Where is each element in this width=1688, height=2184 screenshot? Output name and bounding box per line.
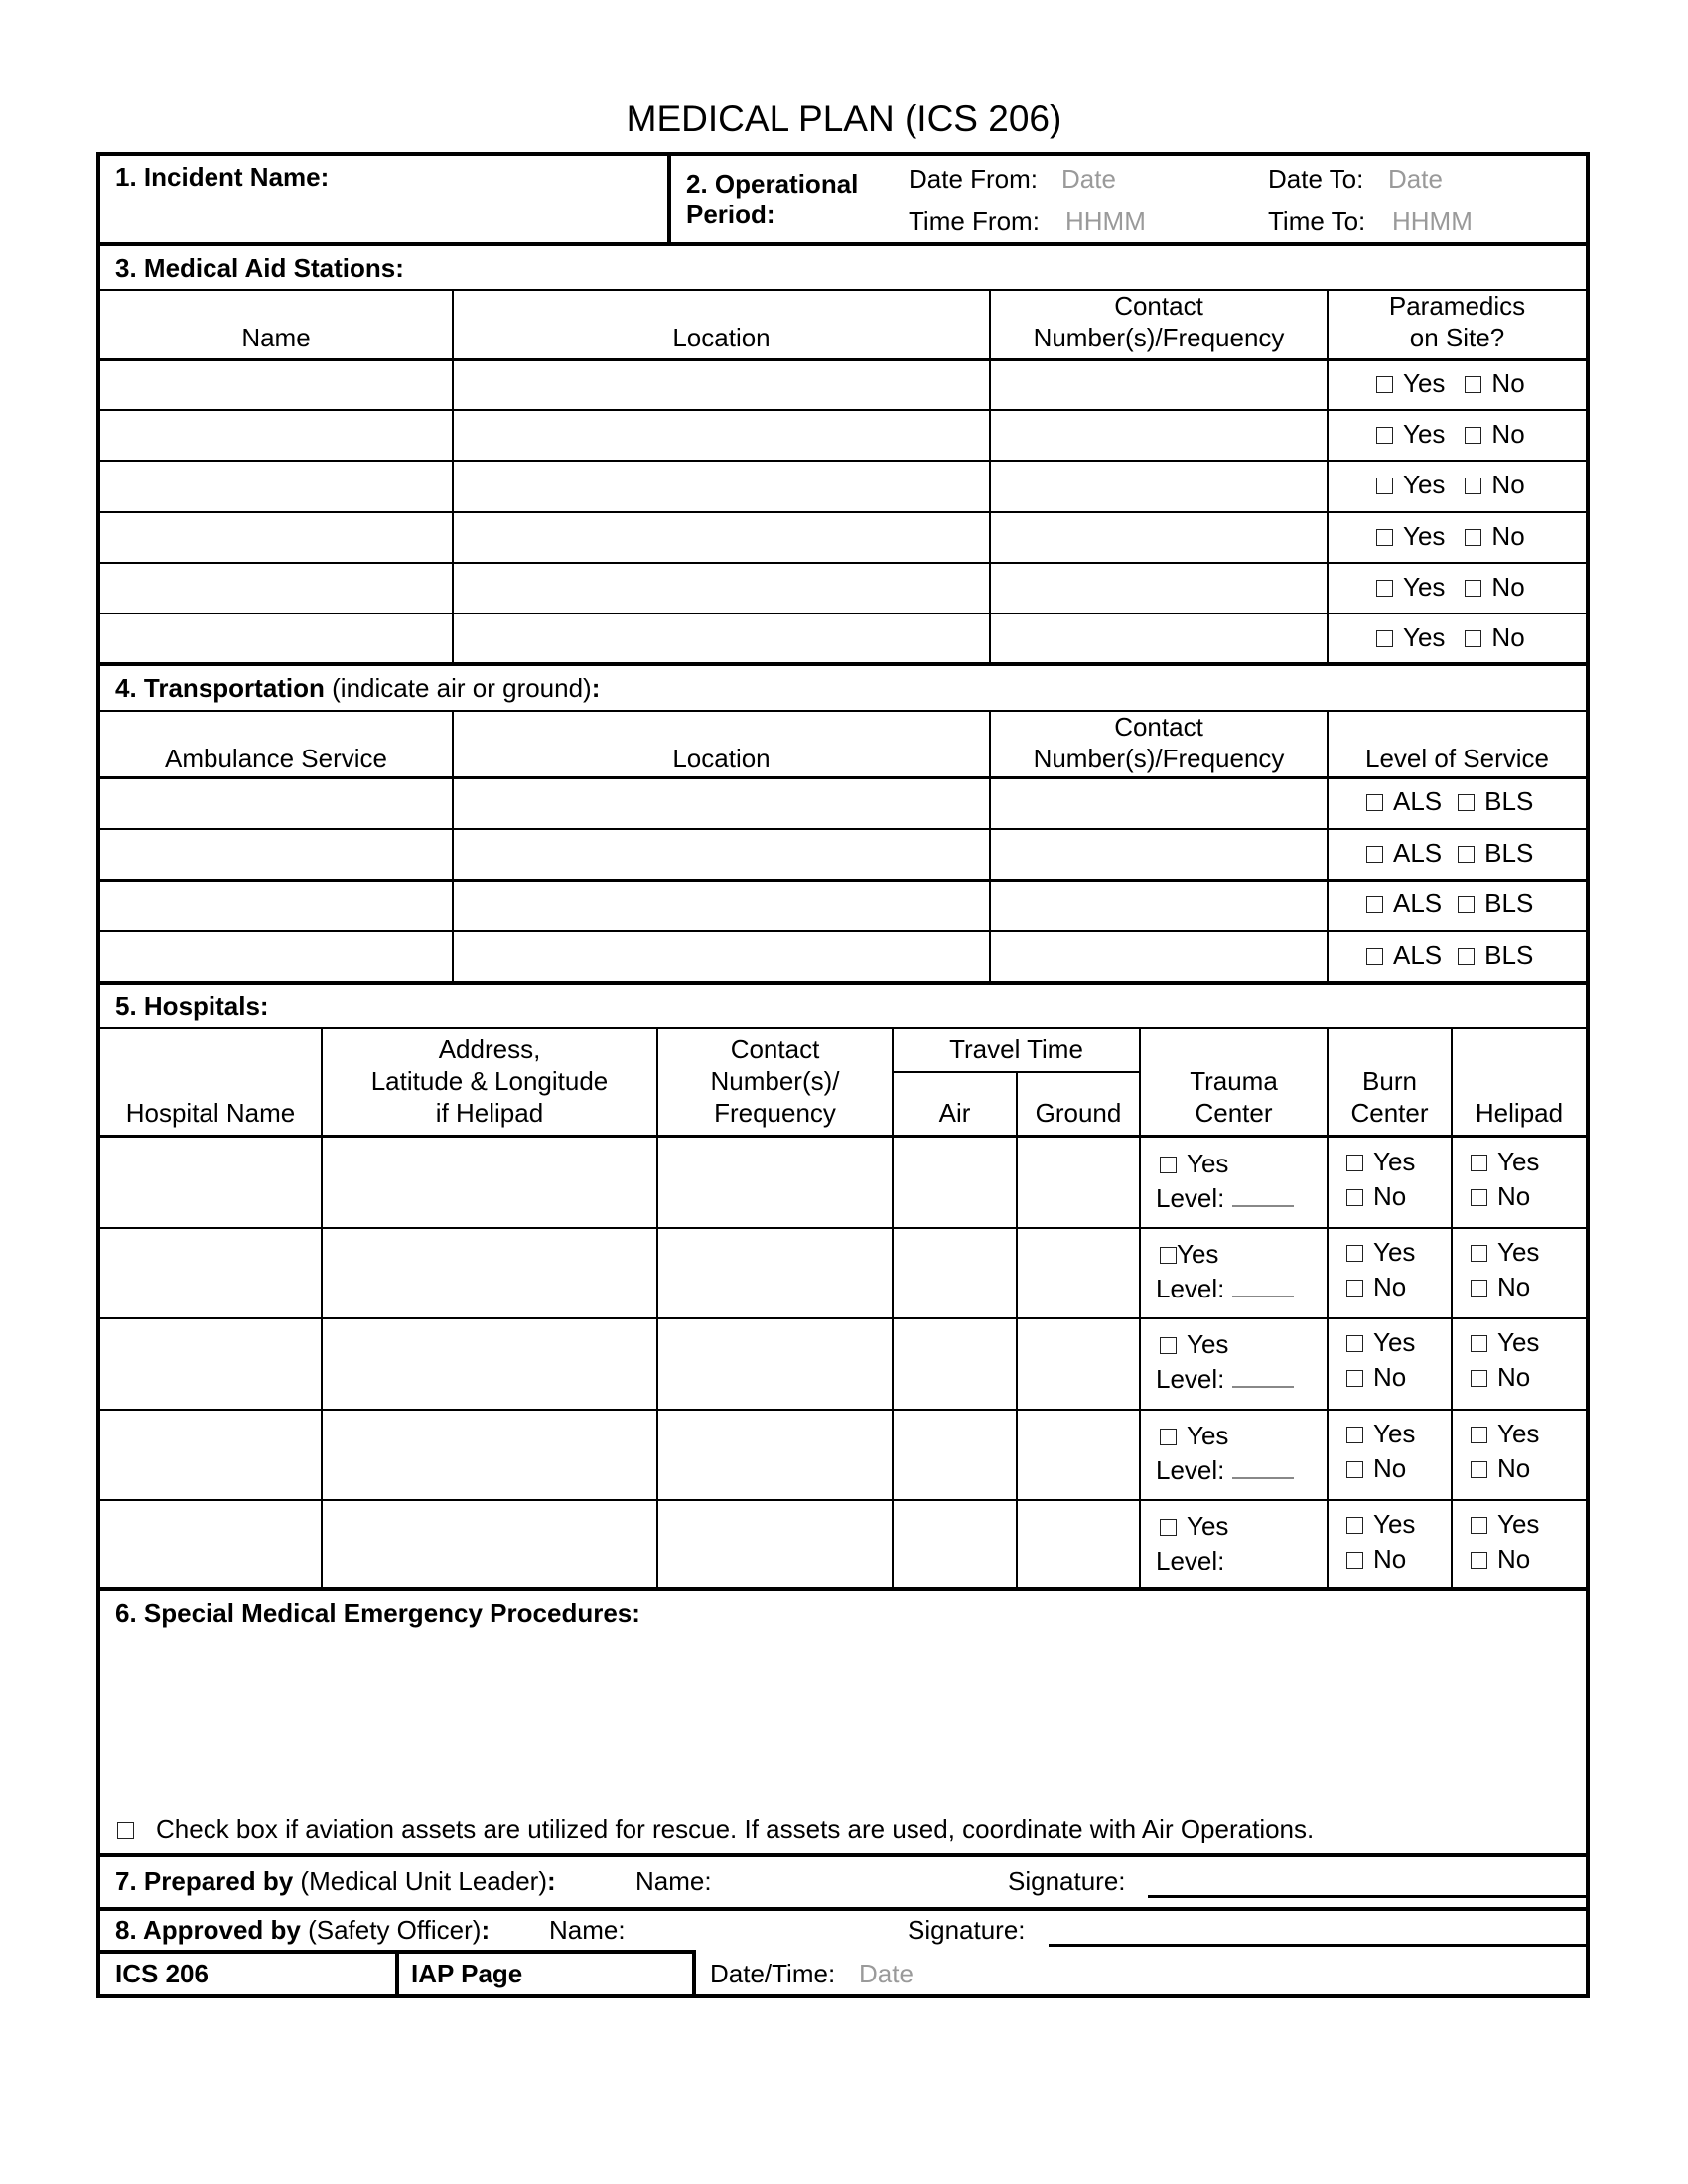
- aid-station-contact-field[interactable]: [991, 564, 1327, 612]
- time-to-label: Time To:: [1268, 206, 1366, 236]
- trauma-level: [1156, 1183, 1294, 1213]
- col-header-contact: Contact: [1114, 712, 1203, 742]
- prepared-by-signature-field[interactable]: [1148, 1895, 1589, 1898]
- aid-station-location-field[interactable]: [454, 614, 989, 662]
- burn-center-no: [1346, 1544, 1406, 1573]
- trauma-center-yes: [1160, 1239, 1218, 1269]
- bls-label: BLS: [1484, 940, 1534, 970]
- trauma-center-yes: [1160, 1511, 1228, 1541]
- ambulance-location-field[interactable]: [454, 933, 989, 981]
- incident-name-field[interactable]: [100, 156, 666, 241]
- yes-label: Yes: [1373, 1147, 1416, 1176]
- trauma-level: [1156, 1546, 1224, 1575]
- hospital-contact-field[interactable]: [658, 1319, 892, 1407]
- hospital-name-field[interactable]: [100, 1411, 321, 1498]
- level-of-service-options: [1366, 940, 1533, 970]
- als-checkbox[interactable]: [1366, 896, 1383, 913]
- date-to-field[interactable]: Date: [1388, 164, 1443, 194]
- aid-station-contact-field[interactable]: [991, 513, 1327, 561]
- helipad-no: [1471, 1272, 1530, 1301]
- paramedics-yes-checkbox[interactable]: [1376, 376, 1393, 393]
- paramedics-yes-checkbox[interactable]: [1376, 529, 1393, 546]
- helipad-no: [1471, 1362, 1530, 1392]
- no-label: No: [1497, 1181, 1531, 1211]
- no-label: No: [1491, 622, 1525, 652]
- approved-by-label: [115, 1915, 490, 1945]
- aid-station-contact-field[interactable]: [991, 462, 1327, 509]
- col-header-ground: Ground: [1035, 1098, 1122, 1128]
- prepared-by-name-field[interactable]: [720, 1862, 998, 1900]
- hospital-address-field[interactable]: [323, 1319, 656, 1407]
- time-to-field[interactable]: HHMM: [1392, 206, 1473, 236]
- bls-checkbox[interactable]: [1458, 846, 1475, 863]
- ambulance-service-field[interactable]: [100, 779, 452, 827]
- yes-label: Yes: [1497, 1509, 1540, 1539]
- burn-yes-checkbox[interactable]: [1346, 1335, 1363, 1352]
- burn-yes-checkbox[interactable]: [1346, 1245, 1363, 1262]
- als-checkbox[interactable]: [1366, 948, 1383, 965]
- form-title: MEDICAL PLAN (ICS 206): [626, 98, 1062, 139]
- hospital-address-field[interactable]: [323, 1229, 656, 1316]
- no-label: No: [1497, 1453, 1531, 1483]
- divider: [96, 981, 1590, 985]
- als-label: ALS: [1393, 786, 1443, 816]
- level-of-service-options: [1366, 888, 1533, 918]
- aid-station-name-field[interactable]: [100, 513, 452, 561]
- datetime-label: Date/Time:: [710, 1959, 836, 1988]
- helipad-yes-checkbox[interactable]: [1471, 1517, 1487, 1534]
- prepared-by-label-colon: :: [546, 1866, 556, 1896]
- ambulance-service-field[interactable]: [100, 933, 452, 981]
- ambulance-location-field[interactable]: [454, 882, 989, 929]
- row-divider: [96, 930, 1590, 932]
- helipad-no-checkbox[interactable]: [1471, 1189, 1487, 1206]
- burn-no-checkbox[interactable]: [1346, 1461, 1363, 1478]
- col-header-contact-2: Number(s)/Frequency: [1033, 323, 1285, 352]
- col-header-contact: Contact: [730, 1034, 820, 1064]
- incident-name-label: 1. Incident Name:: [115, 162, 330, 192]
- paramedics-options: [1376, 572, 1525, 602]
- aid-station-name-field[interactable]: [100, 614, 452, 662]
- col-header-name: Name: [241, 323, 311, 352]
- travel-air-field[interactable]: [894, 1229, 1016, 1316]
- paramedics-yes-checkbox[interactable]: [1376, 478, 1393, 494]
- paramedics-no-checkbox[interactable]: [1465, 529, 1481, 546]
- paramedics-yes-checkbox[interactable]: [1376, 630, 1393, 647]
- no-label: No: [1491, 419, 1525, 449]
- helipad-no: [1471, 1453, 1530, 1483]
- aid-station-location-field[interactable]: [454, 513, 989, 561]
- yes-label: Yes: [1373, 1237, 1416, 1267]
- burn-center-no: [1346, 1453, 1406, 1483]
- col-header-contact: Contact: [1114, 291, 1203, 321]
- datetime-field[interactable]: Date: [859, 1959, 914, 1988]
- yes-label: Yes: [1187, 1329, 1229, 1359]
- col-header-level-of-service: Level of Service: [1365, 744, 1549, 773]
- col-divider: [692, 1950, 696, 1997]
- col-header-contact-2: Number(s)/: [710, 1066, 840, 1096]
- trauma-center-yes: [1160, 1421, 1228, 1450]
- col-header-trauma-2: Center: [1195, 1098, 1273, 1128]
- als-label: ALS: [1393, 888, 1443, 918]
- level-of-service-options: [1366, 838, 1533, 868]
- approved-by-label-role: (Safety Officer): [300, 1915, 482, 1945]
- yes-label: Yes: [1403, 470, 1446, 499]
- helipad-yes: [1471, 1147, 1539, 1176]
- travel-air-field[interactable]: [894, 1411, 1016, 1498]
- prepared-by-signature-label: Signature:: [1008, 1866, 1126, 1896]
- no-label: No: [1373, 1362, 1407, 1392]
- helipad-no-checkbox[interactable]: [1471, 1461, 1487, 1478]
- no-label: No: [1373, 1544, 1407, 1573]
- ambulance-contact-field[interactable]: [991, 779, 1327, 827]
- aid-station-contact-field[interactable]: [991, 411, 1327, 459]
- aviation-assets-checkbox[interactable]: [117, 1822, 134, 1839]
- no-label: No: [1373, 1272, 1407, 1301]
- no-label: No: [1491, 521, 1525, 551]
- col-header-contact-3: Frequency: [714, 1098, 836, 1128]
- col-header-address-2: Latitude & Longitude: [370, 1066, 609, 1096]
- trauma-level-field[interactable]: [1232, 1183, 1294, 1207]
- col-header-hospital-name: Hospital Name: [125, 1098, 296, 1128]
- aviation-assets-row: [117, 1814, 1314, 1843]
- hospital-name-field[interactable]: [100, 1501, 321, 1588]
- ambulance-contact-field[interactable]: [991, 882, 1327, 929]
- trauma-level-field[interactable]: [1232, 1364, 1294, 1388]
- burn-center-yes: [1346, 1147, 1415, 1176]
- transportation-label-hint: (indicate air or ground): [324, 673, 592, 703]
- helipad-no: [1471, 1544, 1530, 1573]
- aid-station-location-field[interactable]: [454, 462, 989, 509]
- approved-by-name-field[interactable]: [635, 1913, 894, 1949]
- level-label: Level:: [1156, 1546, 1225, 1575]
- burn-center-no: [1346, 1181, 1406, 1211]
- burn-yes-checkbox[interactable]: [1346, 1155, 1363, 1171]
- divider: [96, 242, 1590, 246]
- level-label: Level:: [1156, 1183, 1225, 1213]
- ambulance-contact-field[interactable]: [991, 933, 1327, 981]
- divider: [96, 662, 1590, 666]
- hospital-contact-field[interactable]: [658, 1139, 892, 1226]
- burn-yes-checkbox[interactable]: [1346, 1427, 1363, 1443]
- special-procedures-field[interactable]: [100, 1633, 1586, 1802]
- level-label: Level:: [1156, 1364, 1225, 1394]
- ambulance-service-field[interactable]: [100, 882, 452, 929]
- helipad-yes: [1471, 1327, 1539, 1357]
- burn-no-checkbox[interactable]: [1346, 1552, 1363, 1569]
- hospital-contact-field[interactable]: [658, 1229, 892, 1316]
- trauma-yes-checkbox[interactable]: [1160, 1519, 1177, 1536]
- aid-station-location-field[interactable]: [454, 411, 989, 459]
- burn-center-yes: [1346, 1327, 1415, 1357]
- operational-period-label-2: Period:: [686, 200, 775, 229]
- bls-checkbox[interactable]: [1458, 794, 1475, 811]
- travel-air-field[interactable]: [894, 1319, 1016, 1407]
- trauma-yes-checkbox[interactable]: [1160, 1157, 1177, 1173]
- burn-center-yes: [1346, 1509, 1415, 1539]
- level-of-service-options: [1366, 786, 1533, 816]
- no-label: No: [1497, 1544, 1531, 1573]
- time-from-label: Time From:: [909, 206, 1040, 236]
- no-label: No: [1373, 1181, 1407, 1211]
- burn-center-yes: [1346, 1419, 1415, 1448]
- bls-checkbox[interactable]: [1458, 896, 1475, 913]
- paramedics-no-checkbox[interactable]: [1465, 478, 1481, 494]
- yes-label: Yes: [1373, 1327, 1416, 1357]
- approved-by-signature-field[interactable]: [1049, 1944, 1589, 1947]
- ambulance-location-field[interactable]: [454, 831, 989, 879]
- prepared-by-name-label: Name:: [635, 1866, 712, 1896]
- trauma-yes-checkbox[interactable]: [1160, 1247, 1177, 1264]
- hospital-address-field[interactable]: [323, 1501, 656, 1588]
- yes-label: Yes: [1497, 1237, 1540, 1267]
- col-divider: [395, 1950, 399, 1997]
- date-to-label: Date To:: [1268, 164, 1364, 194]
- yes-label: Yes: [1497, 1327, 1540, 1357]
- prepared-by-label-role: (Medical Unit Leader): [293, 1866, 547, 1896]
- als-label: ALS: [1393, 940, 1443, 970]
- travel-ground-field[interactable]: [1018, 1139, 1139, 1226]
- col-header-air: Air: [938, 1098, 971, 1128]
- yes-label: Yes: [1187, 1511, 1229, 1541]
- yes-label: Yes: [1403, 521, 1446, 551]
- col-header-burn: Burn: [1362, 1066, 1417, 1096]
- yes-label: Yes: [1373, 1509, 1416, 1539]
- burn-center-no: [1346, 1272, 1406, 1301]
- als-checkbox[interactable]: [1366, 794, 1383, 811]
- paramedics-no-checkbox[interactable]: [1465, 580, 1481, 597]
- aid-station-location-field[interactable]: [454, 564, 989, 612]
- aid-station-name-field[interactable]: [100, 411, 452, 459]
- level-label: Level:: [1156, 1455, 1225, 1485]
- helipad-yes: [1471, 1509, 1539, 1539]
- col-header-helipad: Helipad: [1475, 1098, 1564, 1128]
- aid-station-name-field[interactable]: [100, 564, 452, 612]
- ambulance-contact-field[interactable]: [991, 831, 1327, 879]
- travel-ground-field[interactable]: [1018, 1229, 1139, 1316]
- time-from-field[interactable]: HHMM: [1065, 206, 1146, 236]
- yes-label: Yes: [1373, 1419, 1416, 1448]
- burn-center-yes: [1346, 1237, 1415, 1267]
- col-header-location: Location: [672, 323, 771, 352]
- transportation-label: [115, 673, 600, 703]
- col-header-travel-time: Travel Time: [949, 1034, 1083, 1064]
- burn-no-checkbox[interactable]: [1346, 1280, 1363, 1297]
- col-header-paramedics-2: on Site?: [1409, 323, 1505, 352]
- col-header-trauma: Trauma: [1190, 1066, 1278, 1096]
- hospitals-label: 5. Hospitals:: [115, 991, 269, 1021]
- burn-yes-checkbox[interactable]: [1346, 1517, 1363, 1534]
- trauma-center-yes: [1160, 1329, 1228, 1359]
- no-label: No: [1491, 368, 1525, 398]
- divider: [96, 1853, 1590, 1857]
- transportation-label-colon: :: [591, 673, 601, 703]
- no-label: No: [1497, 1272, 1531, 1301]
- burn-center-no: [1346, 1362, 1406, 1392]
- iap-page-label: IAP Page: [411, 1959, 523, 1988]
- col-header-address-3: if Helipad: [435, 1098, 544, 1128]
- trauma-yes-checkbox[interactable]: [1160, 1337, 1177, 1354]
- trauma-level-field[interactable]: [1232, 1274, 1294, 1297]
- yes-label: Yes: [1403, 572, 1446, 602]
- bls-label: BLS: [1484, 838, 1534, 868]
- no-label: No: [1491, 572, 1525, 602]
- no-label: No: [1497, 1362, 1531, 1392]
- paramedics-no-checkbox[interactable]: [1465, 630, 1481, 647]
- approved-by-name-label: Name:: [549, 1915, 626, 1945]
- helipad-yes-checkbox[interactable]: [1471, 1335, 1487, 1352]
- hospital-contact-field[interactable]: [658, 1411, 892, 1498]
- yes-label: Yes: [1187, 1421, 1229, 1450]
- col-header-contact-2: Number(s)/Frequency: [1033, 744, 1285, 773]
- yes-label: Yes: [1497, 1419, 1540, 1448]
- yes-label: Yes: [1177, 1239, 1219, 1269]
- operational-period-label: 2. Operational: [686, 169, 859, 199]
- divider: [96, 1135, 1590, 1138]
- bls-checkbox[interactable]: [1458, 948, 1475, 965]
- trauma-level: [1156, 1455, 1294, 1485]
- trauma-level-field[interactable]: [1232, 1455, 1294, 1479]
- ambulance-service-field[interactable]: [100, 831, 452, 879]
- travel-ground-field[interactable]: [1018, 1319, 1139, 1407]
- trauma-center-yes: [1160, 1149, 1228, 1178]
- yes-label: Yes: [1403, 622, 1446, 652]
- hospital-name-field[interactable]: [100, 1229, 321, 1316]
- iap-page-field[interactable]: [536, 1954, 690, 1995]
- helipad-yes-checkbox[interactable]: [1471, 1427, 1487, 1443]
- col-header-ambulance-service: Ambulance Service: [165, 744, 387, 773]
- divider: [96, 710, 1590, 712]
- col-header-address: Address,: [438, 1034, 541, 1064]
- col-header-burn-2: Center: [1350, 1098, 1429, 1128]
- travel-ground-field[interactable]: [1018, 1411, 1139, 1498]
- form-id: ICS 206: [115, 1959, 209, 1988]
- bls-label: BLS: [1484, 888, 1534, 918]
- aid-station-name-field[interactable]: [100, 462, 452, 509]
- helipad-no: [1471, 1181, 1530, 1211]
- ambulance-location-field[interactable]: [454, 779, 989, 827]
- burn-no-checkbox[interactable]: [1346, 1189, 1363, 1206]
- paramedics-options: [1376, 470, 1525, 499]
- divider: [96, 1907, 1590, 1911]
- level-label: Level:: [1156, 1274, 1225, 1303]
- aviation-assets-text: Check box if aviation assets are utilized for rescue. If assets are used, coordinate with Air Operations.: [156, 1814, 1315, 1843]
- helipad-no-checkbox[interactable]: [1471, 1280, 1487, 1297]
- aid-station-location-field[interactable]: [454, 360, 989, 408]
- special-procedures-label: 6. Special Medical Emergency Procedures:: [115, 1598, 640, 1628]
- paramedics-options: [1376, 521, 1525, 551]
- col-header-location: Location: [672, 744, 771, 773]
- paramedics-yes-checkbox[interactable]: [1376, 580, 1393, 597]
- prepared-by-label-bold: 7. Prepared by: [115, 1866, 294, 1896]
- date-from-field[interactable]: Date: [1061, 164, 1116, 194]
- date-from-label: Date From:: [909, 164, 1039, 194]
- approved-by-label-colon: :: [481, 1915, 491, 1945]
- travel-air-field[interactable]: [894, 1139, 1016, 1226]
- no-label: No: [1491, 470, 1525, 499]
- hospital-contact-field[interactable]: [658, 1501, 892, 1588]
- yes-label: Yes: [1403, 368, 1446, 398]
- als-label: ALS: [1393, 838, 1443, 868]
- yes-label: Yes: [1497, 1147, 1540, 1176]
- burn-no-checkbox[interactable]: [1346, 1370, 1363, 1387]
- col-header-paramedics: Paramedics: [1388, 291, 1526, 321]
- divider: [96, 1587, 1590, 1591]
- medical-aid-stations-label: 3. Medical Aid Stations:: [115, 253, 404, 283]
- paramedics-options: [1376, 622, 1525, 652]
- trauma-level: [1156, 1364, 1294, 1394]
- hospital-name-field[interactable]: [100, 1139, 321, 1226]
- travel-ground-field[interactable]: [1018, 1501, 1139, 1588]
- aid-station-contact-field[interactable]: [991, 360, 1327, 408]
- divider: [667, 152, 671, 244]
- paramedics-no-checkbox[interactable]: [1465, 427, 1481, 444]
- helipad-yes: [1471, 1237, 1539, 1267]
- hospital-address-field[interactable]: [323, 1139, 656, 1226]
- no-label: No: [1373, 1453, 1407, 1483]
- paramedics-yes-checkbox[interactable]: [1376, 427, 1393, 444]
- divider: [892, 1071, 1141, 1073]
- helipad-no-checkbox[interactable]: [1471, 1370, 1487, 1387]
- aid-station-contact-field[interactable]: [991, 614, 1327, 662]
- prepared-by-label: [115, 1866, 556, 1896]
- hospital-address-field[interactable]: [323, 1411, 656, 1498]
- hospital-name-field[interactable]: [100, 1319, 321, 1407]
- helipad-yes-checkbox[interactable]: [1471, 1245, 1487, 1262]
- yes-label: Yes: [1403, 419, 1446, 449]
- helipad-yes-checkbox[interactable]: [1471, 1155, 1487, 1171]
- transportation-label-bold: 4. Transportation: [115, 673, 325, 703]
- row-divider: [96, 828, 1590, 830]
- bls-label: BLS: [1484, 786, 1534, 816]
- approved-by-label-bold: 8. Approved by: [115, 1915, 301, 1945]
- travel-air-field[interactable]: [894, 1501, 1016, 1588]
- trauma-level: [1156, 1274, 1294, 1303]
- paramedics-options: [1376, 419, 1525, 449]
- aid-station-name-field[interactable]: [100, 360, 452, 408]
- paramedics-no-checkbox[interactable]: [1465, 376, 1481, 393]
- helipad-no-checkbox[interactable]: [1471, 1552, 1487, 1569]
- trauma-yes-checkbox[interactable]: [1160, 1429, 1177, 1445]
- paramedics-options: [1376, 368, 1525, 398]
- als-checkbox[interactable]: [1366, 846, 1383, 863]
- yes-label: Yes: [1187, 1149, 1229, 1178]
- approved-by-signature-label: Signature:: [908, 1915, 1026, 1945]
- helipad-yes: [1471, 1419, 1539, 1448]
